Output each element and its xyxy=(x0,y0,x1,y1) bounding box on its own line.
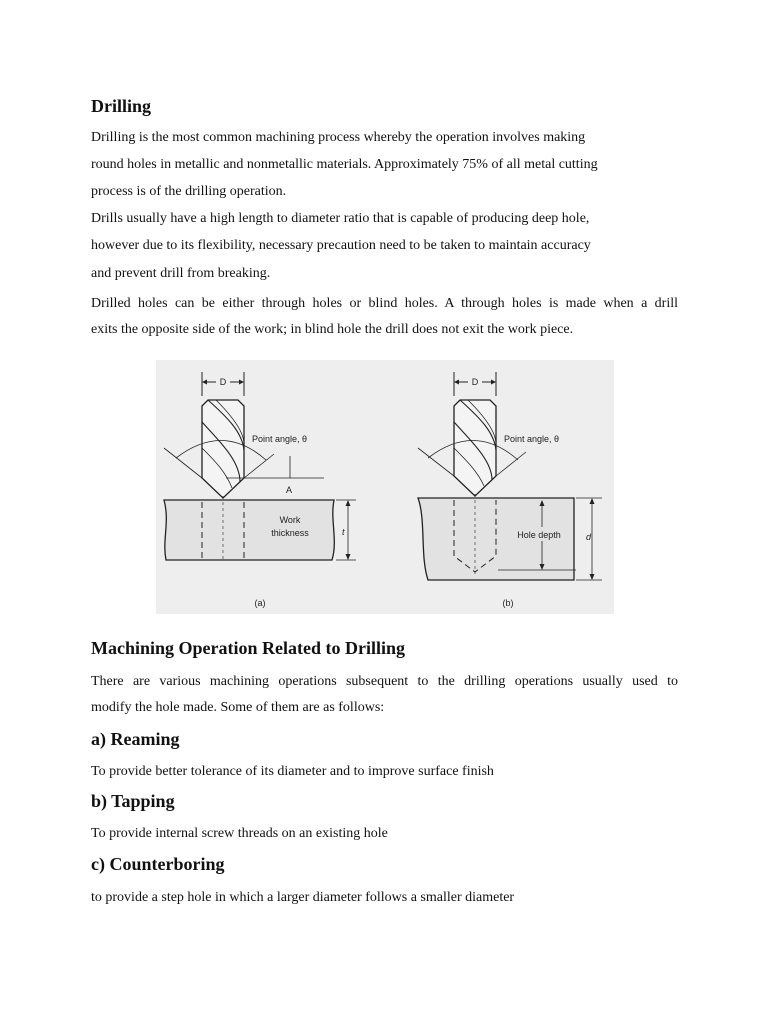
drilling-heading: Drilling xyxy=(91,96,152,116)
b-d-small-label: d xyxy=(586,532,592,542)
a-a-label: A xyxy=(286,485,293,495)
drilling-line-3: process is of the drilling operation. xyxy=(91,184,287,199)
b-hole-depth-label: Hole depth xyxy=(517,530,561,540)
diagram-b xyxy=(418,372,602,608)
drilling-figure xyxy=(156,360,614,614)
a-thickness-label: thickness xyxy=(271,528,309,538)
reaming-text: To provide better tolerance of its diameter and to improve surface finish xyxy=(91,764,494,779)
drilling-line-7: Drilled holes can be either through holes or blind holes. A through holes is made when a drill xyxy=(91,296,678,311)
a-angle-line-left xyxy=(164,448,202,478)
machining-line-1: There are various machining operations subsequent to the drilling operations usually used to xyxy=(91,674,678,689)
a-d-arrowhead-right xyxy=(239,380,244,385)
b-d-arrowhead-left xyxy=(454,380,459,385)
machining-heading: Machining Operation Related to Drilling xyxy=(91,638,405,658)
a-point-angle-label: Point angle, θ xyxy=(252,434,308,444)
b-d-arrowhead-right xyxy=(491,380,496,385)
machining-line-2: modify the hole made. Some of them are as follows: xyxy=(91,700,385,715)
b-d-small-arrowhead-top xyxy=(590,498,595,504)
a-t-label: t xyxy=(342,527,345,537)
diagram-a xyxy=(164,372,356,608)
counterboring-text: to provide a step hole in which a larger diameter follows a smaller diameter xyxy=(91,890,515,905)
a-workpiece xyxy=(164,500,334,560)
b-d-label: D xyxy=(471,377,479,387)
drilling-diagram xyxy=(156,360,614,614)
counterboring-heading: c) Counterboring xyxy=(91,854,225,874)
drilling-line-4: Drills usually have a high length to diameter ratio that is capable of producing deep hole, xyxy=(91,211,590,226)
tapping-heading: b) Tapping xyxy=(91,791,175,811)
reaming-heading: a) Reaming xyxy=(91,729,180,749)
a-t-arrowhead-top xyxy=(346,500,351,506)
a-angle-line-right xyxy=(244,454,274,478)
a-caption: (a) xyxy=(254,598,266,608)
b-angle-line-right xyxy=(496,452,526,476)
drilling-line-2: round holes in metallic and nonmetallic materials. Approximately 75% of all metal cutting xyxy=(91,157,598,172)
tapping-text: To provide internal screw threads on an existing hole xyxy=(91,826,388,841)
b-caption: (b) xyxy=(502,598,514,608)
a-t-arrowhead-bottom xyxy=(346,554,351,560)
drilling-line-8: exits the opposite side of the work; in blind hole the drill does not exit the work piece. xyxy=(91,322,574,337)
drilling-line-6: and prevent drill from breaking. xyxy=(91,266,271,281)
a-d-label: D xyxy=(219,377,227,387)
b-d-small-arrowhead-bottom xyxy=(590,574,595,580)
drilling-line-1: Drilling is the most common machining process whereby the operation involves making xyxy=(91,130,586,145)
b-point-angle-label: Point angle, θ xyxy=(504,434,560,444)
a-d-arrowhead-left xyxy=(202,380,207,385)
drilling-line-5: however due to its flexibility, necessary precaution need to be taken to maintain accuracy xyxy=(91,238,591,253)
a-work-label: Work xyxy=(279,515,301,525)
